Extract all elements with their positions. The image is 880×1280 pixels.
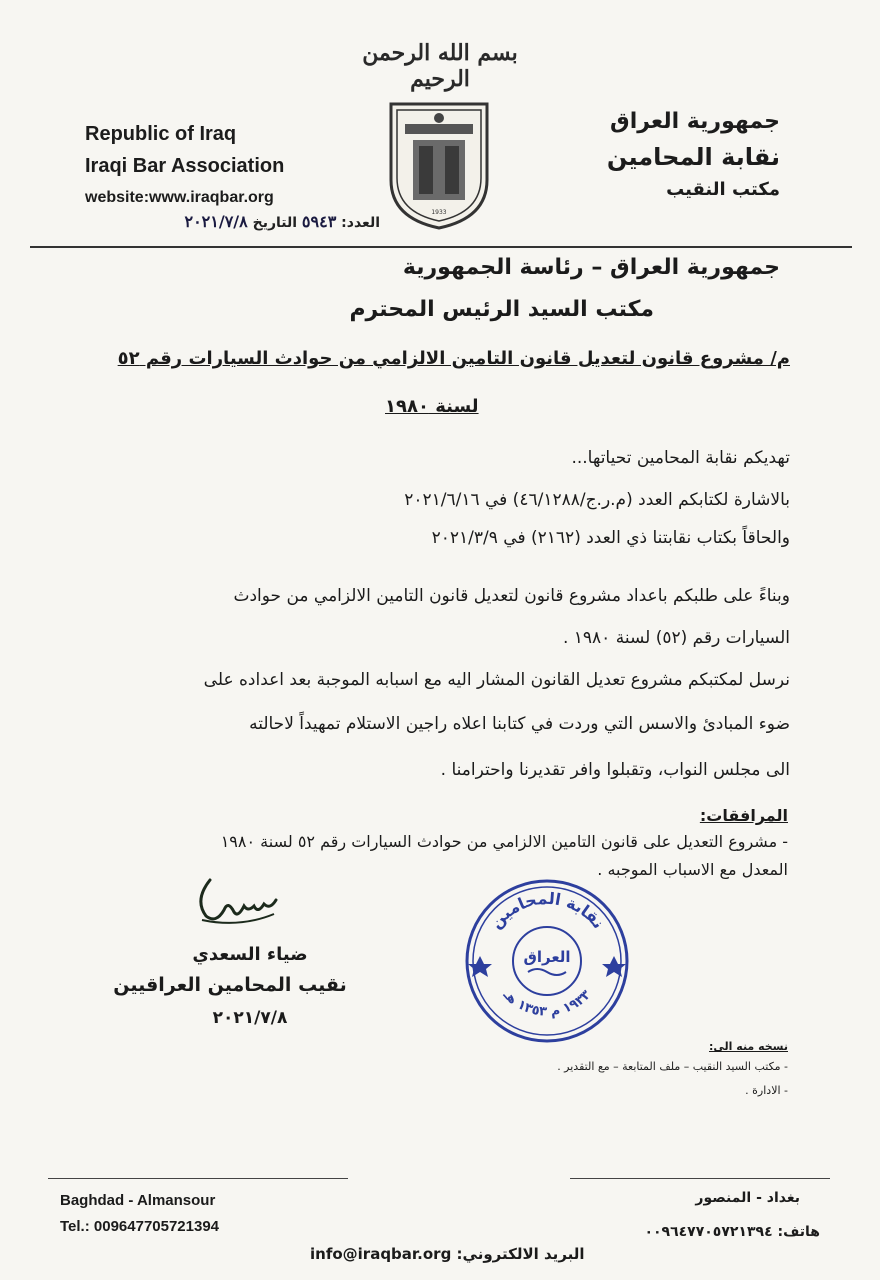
addressee-line-1: جمهورية العراق – رئاسة الجمهورية <box>402 255 780 280</box>
handwritten-signature-icon <box>190 870 280 930</box>
reference-line <box>60 212 380 231</box>
body-line-5: نرسل لمكتبكم مشروع تعديل القانون المشار اليه مع اسبابه الموجبة بعد اعداده على <box>203 670 790 690</box>
seal-top-arc: نقابة المحامين <box>486 888 609 933</box>
basmala-calligraphy: بسم الله الرحمن الرحيم <box>362 40 518 92</box>
body-line-6: ضوء المبادئ والاسس التي وردت في كتابنا اعلاه راجين الاستلام تمهيداً لاحالته <box>249 714 790 734</box>
bar-association-emblem-icon <box>383 100 495 232</box>
ar-association-name: نقابة المحامين <box>606 143 780 171</box>
en-association-name: Iraqi Bar Association <box>85 155 285 177</box>
footer-ar-phone: هاتف: ٠٠٩٦٤٧٧٠٥٧٢١٣٩٤ <box>644 1224 820 1240</box>
signatory-title: نقيب المحامين العراقيين <box>113 974 347 996</box>
copy-item-2: - الادارة . <box>745 1084 788 1097</box>
header-divider <box>30 246 852 248</box>
svg-text:١٩٣٣ م ١٣٥٣ هـ <box>499 987 594 1020</box>
copy-item-1: - مكتب السيد النقيب – ملف المتابعة – مع التقدير . <box>557 1060 788 1073</box>
ar-office-name: مكتب النقيب <box>666 179 780 200</box>
date-label: التاريخ <box>252 215 298 231</box>
body-line-3: وبناءً على طلبكم باعداد مشروع قانون لتعديل قانون التامين الالزامي من حوادث <box>233 586 790 606</box>
english-letterhead <box>85 118 284 214</box>
signature-date: ٢٠٢١/٧/٨ <box>212 1008 288 1028</box>
footer-en-phone: Tel.: 009647705721394 <box>60 1218 220 1235</box>
footer-email-line <box>310 1245 585 1263</box>
seal-center-text: العراق <box>523 948 571 966</box>
subject-line-2: لسنة ١٩٨٠ <box>385 396 479 417</box>
footer-rule-right <box>570 1178 830 1179</box>
subject-line-1: م/ مشروع قانون لتعديل قانون التامين الالزامي من حوادث السيارات رقم ٥٢ <box>117 348 790 369</box>
body-line-2: والحاقاً بكتاب نقابتنا ذي العدد (٢١٦٢) في ٢٠٢١/٣/٩ <box>431 528 790 548</box>
body-line-1: بالاشارة لكتابكم العدد (م.ر.ج/٤٦/١٢٨٨) في ٢٠٢١/٦/١٦ <box>404 490 790 510</box>
arabic-letterhead <box>520 105 780 205</box>
official-seal-stamp-icon <box>462 876 632 1046</box>
addressee-line-2: مكتب السيد الرئيس المحترم <box>349 297 654 322</box>
en-republic-name: Republic of Iraq <box>85 123 237 145</box>
seal-bottom-arc: ١٩٣٣ م ١٣٥٣ هـ <box>499 987 595 1020</box>
greeting: تهديكم نقابة المحامين تحياتها... <box>571 448 790 468</box>
footer-rule-left <box>48 1178 348 1179</box>
copies-title: نسخه منه الى: <box>709 1040 788 1053</box>
body-line-7: الى مجلس النواب، وتقبلوا وافر تقديرنا واحترامنا . <box>440 760 790 780</box>
ar-republic-name: جمهورية العراق <box>610 109 780 134</box>
attachment-line-1: - مشروع التعديل على قانون التامين الالزامي من حوادث السيارات رقم ٥٢ لسنة ١٩٨٠ <box>220 832 788 851</box>
ref-number: ٥٩٤٣ <box>301 212 337 231</box>
footer-ar-address: بغداد - المنصور <box>695 1190 800 1206</box>
attachment-line-2: المعدل مع الاسباب الموجبه . <box>597 860 788 879</box>
ref-label: العدد: <box>341 215 380 231</box>
footer-email-label: البريد الالكتروني: <box>456 1245 585 1263</box>
footer-email-link[interactable]: info@iraqbar.org <box>310 1245 452 1263</box>
signatory-name: ضياء السعدي <box>192 944 308 965</box>
en-website: website:www.iraqbar.org <box>85 189 274 206</box>
svg-text:نقابة المحامين <box>486 889 608 932</box>
attachments-title: المرافقات: <box>699 806 788 825</box>
svg-text:1933: 1933 <box>431 209 447 216</box>
footer-en-address: Baghdad - Almansour <box>60 1192 216 1209</box>
body-line-4: السيارات رقم (٥٢) لسنة ١٩٨٠ . <box>562 628 790 648</box>
date-value: ٢٠٢١/٧/٨ <box>184 212 248 231</box>
